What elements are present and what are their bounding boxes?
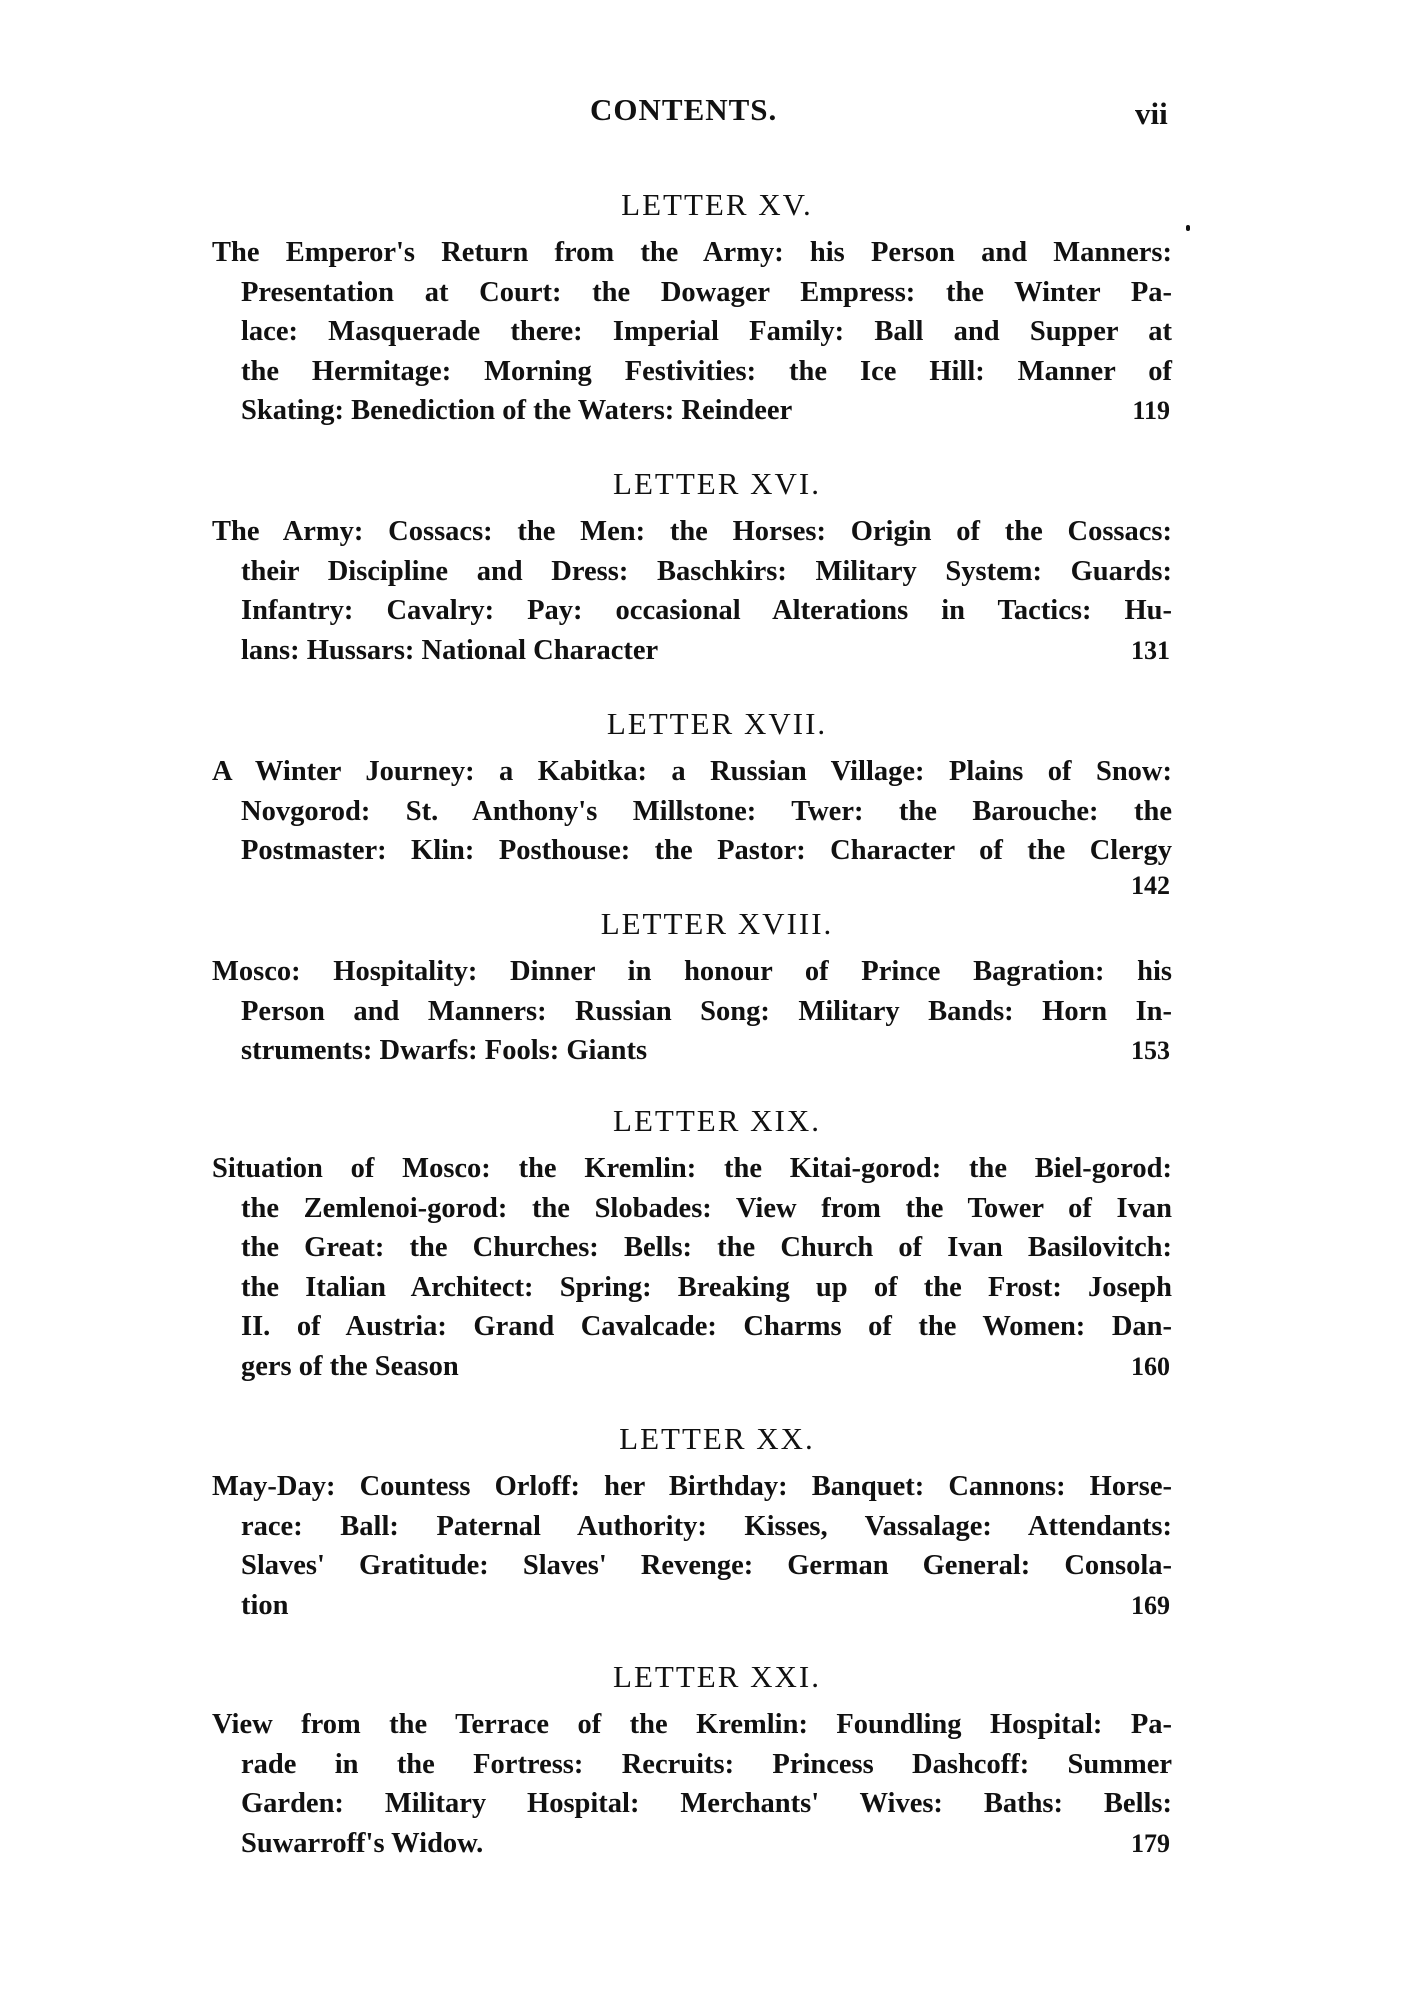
entry-line-text: gers of the Season	[241, 1350, 459, 1382]
entry-line-last	[212, 631, 1172, 671]
letter-heading: LETTER XV.	[621, 187, 813, 222]
page-reference: 119	[1132, 396, 1170, 425]
running-head	[0, 92, 1404, 132]
entry-line: View from the Terrace of the Kremlin: Foundling Hospital: Pa-	[212, 1709, 1172, 1740]
contents-entry-letter-xxi	[212, 1658, 1172, 1863]
letter-heading: LETTER XIX.	[613, 1103, 821, 1138]
entry-line: Infantry: Cavalry: Pay: occasional Alterations in Tactics: Hu-	[241, 595, 1172, 626]
entry-line: rade in the Fortress: Recruits: Princess Dashcoff: Summer	[241, 1748, 1172, 1780]
contents-entry-letter-xviii	[212, 905, 1172, 1071]
entry-line: Presentation at Court: the Dowager Empress: the Winter Pa-	[241, 276, 1172, 308]
page-reference: 131	[1131, 635, 1170, 665]
entry-line: Person and Manners: Russian Song: Military Bands: Horn In-	[241, 995, 1172, 1027]
entry-line: Slaves' Gratitude: Slaves' Revenge: German General: Consola-	[241, 1550, 1172, 1581]
entry-line: II. of Austria: Grand Cavalcade: Charms of the Women: Dan-	[241, 1311, 1172, 1342]
entry-line-text: Skating: Benediction of the Waters: Reindeer	[241, 395, 793, 426]
entry-line: race: Ball: Paternal Authority: Kisses, Vassalage: Attendants:	[241, 1510, 1172, 1542]
contents-entry-letter-xvii	[212, 705, 1172, 910]
letter-heading: LETTER XX.	[619, 1421, 815, 1456]
entry-line-text: Suwarroff's Widow.	[241, 1827, 484, 1859]
contents-entry-letter-xix	[212, 1102, 1172, 1386]
entry-line: Situation of Mosco: the Kremlin: the Kitai-gorod: the Biel-gorod:	[212, 1153, 1172, 1184]
entry-line-text: struments: Dwarfs: Fools: Giants	[241, 1035, 648, 1066]
page-number: vii	[1135, 96, 1168, 131]
letter-heading: LETTER XVI.	[613, 466, 821, 501]
entry-line: A Winter Journey: a Kabitka: a Russian Village: Plains of Snow:	[212, 756, 1172, 787]
entry-line-text: lans: Hussars: National Character	[241, 634, 659, 666]
page-reference: 169	[1131, 1590, 1170, 1620]
contents-entry-letter-xx	[212, 1420, 1172, 1625]
entry-line: Postmaster: Klin: Posthouse: the Pastor: Character of the Clergy	[241, 835, 1172, 866]
entry-line: their Discipline and Dress: Baschkirs: Military System: Guards:	[241, 555, 1172, 587]
contents-entry-letter-xvi	[212, 465, 1172, 670]
letter-heading: LETTER XXI.	[613, 1659, 821, 1694]
entry-line-last	[212, 1586, 1172, 1626]
entry-line-text: tion	[241, 1589, 289, 1621]
page-reference: 179	[1131, 1828, 1170, 1858]
entry-line: the Great: the Churches: Bells: the Church of Ivan Basilovitch:	[241, 1232, 1172, 1263]
entry-line: the Zemlenoi-gorod: the Slobades: View from the Tower of Ivan	[241, 1192, 1172, 1224]
entry-line: the Hermitage: Morning Festivities: the Ice Hill: Manner of	[241, 355, 1172, 387]
ink-speck	[1186, 225, 1190, 231]
entry-line: May-Day: Countess Orloff: her Birthday: Banquet: Cannons: Horse-	[212, 1471, 1172, 1502]
page-reference: 142	[1131, 870, 1170, 900]
entry-line: the Italian Architect: Spring: Breaking up of the Frost: Joseph	[241, 1271, 1172, 1303]
entry-line-last	[212, 1347, 1172, 1387]
letter-heading: LETTER XVIII.	[600, 906, 834, 941]
entry-line: The Emperor's Return from the Army: his Person and Manners:	[212, 237, 1172, 268]
page-reference: 160	[1131, 1351, 1170, 1381]
entry-line: Novgorod: St. Anthony's Millstone: Twer: the Barouche: the	[241, 795, 1172, 827]
entry-line: The Army: Cossacs: the Men: the Horses: Origin of the Cossacs:	[212, 516, 1172, 547]
entry-line: lace: Masquerade there: Imperial Family: Ball and Supper at	[241, 316, 1172, 347]
entry-line-last	[212, 391, 1172, 431]
contents-entry-letter-xv	[212, 186, 1172, 431]
entry-line-last	[212, 1824, 1172, 1864]
letter-heading: LETTER XVII.	[606, 706, 828, 741]
page-reference: 153	[1131, 1036, 1170, 1065]
entry-line: Garden: Military Hospital: Merchants' Wives: Baths: Bells:	[241, 1788, 1172, 1819]
entry-line-last	[212, 1031, 1172, 1071]
entry-line: Mosco: Hospitality: Dinner in honour of Prince Bagration: his	[212, 956, 1172, 987]
running-title: CONTENTS.	[590, 92, 778, 127]
